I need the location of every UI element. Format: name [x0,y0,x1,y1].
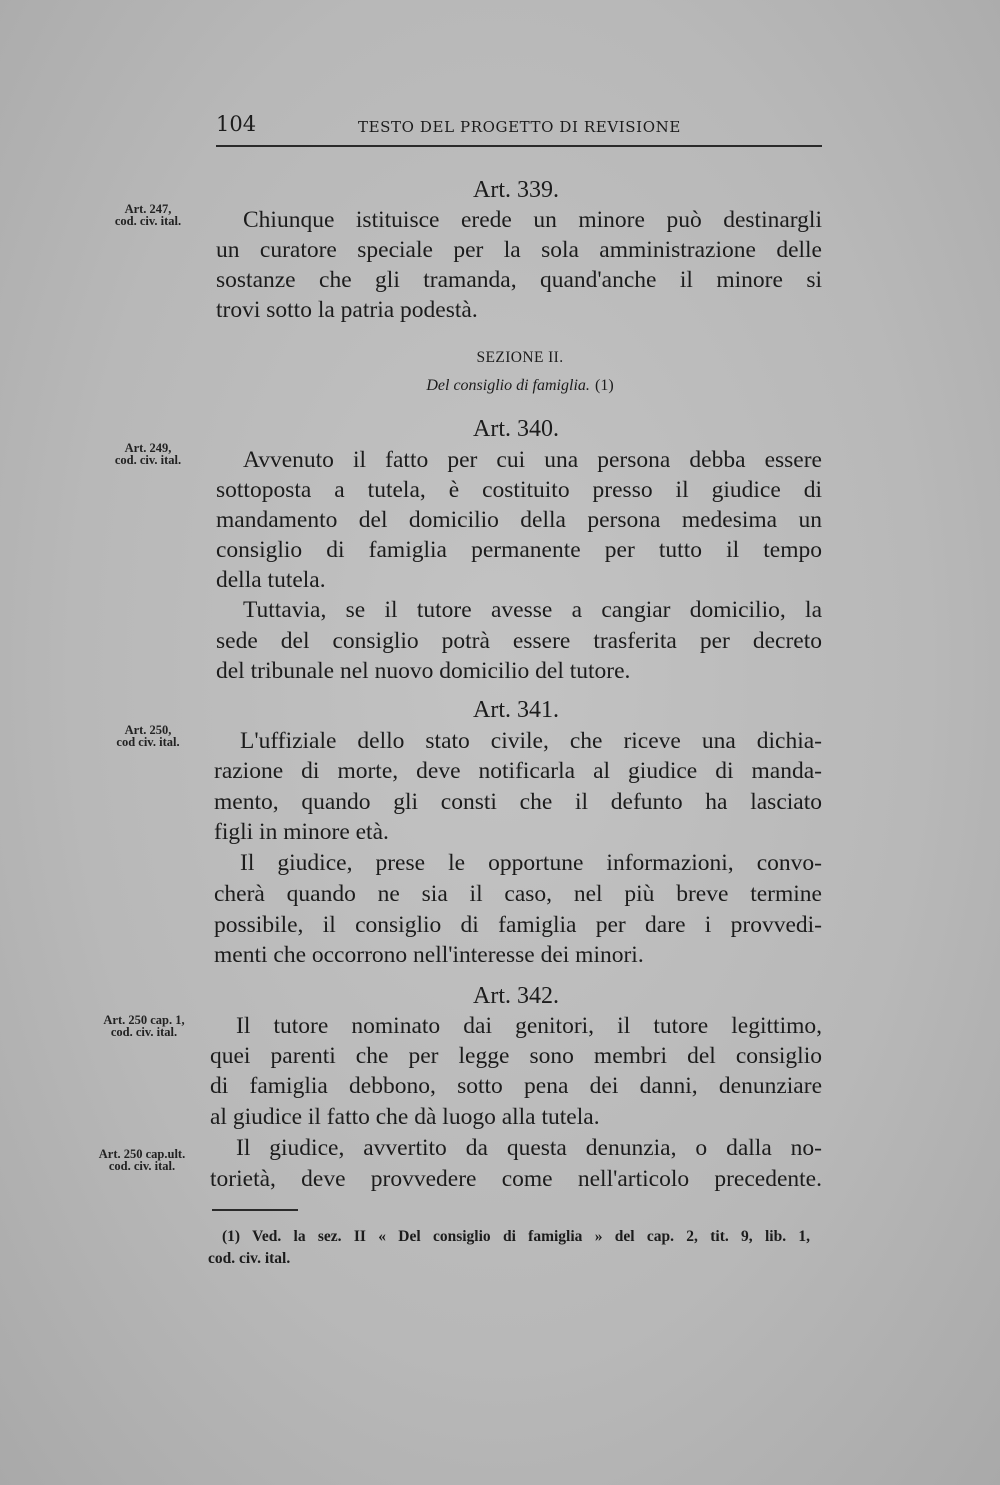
margin-note-line: Art. 247, [124,202,172,216]
margin-note-line: cod. civ. ital. [114,214,182,228]
article-342-line: Il tutore nominato dai genitori, il tutore legittimo, [236,1013,822,1039]
footnote-rule [212,1209,298,1211]
article-341-line: menti che occorrono nell'interesse dei minori. [214,942,644,968]
article-340-line: mandamento del domicilio della persona medesima un [216,507,822,533]
article-title-342: Art. 342. [473,983,559,1009]
margin-note-line: Art. 250 cap. 1, [103,1013,185,1027]
page-number: 104 [216,112,257,136]
article-339-line: Chiunque istituisce erede un minore può destinargli [243,207,822,233]
section-label: SEZIONE II. [476,349,564,366]
footnote-reference: (1) [594,377,614,394]
article-342-line: Il giudice, avvertito da questa denunzia, o dalla no- [236,1135,822,1161]
section-subtitle: Del consiglio di famiglia. [426,377,590,394]
margin-note-line: Art. 250 cap.ult. [98,1147,186,1161]
article-340-line: Avvenuto il fatto per cui una persona debba essere [243,447,822,473]
margin-note-line: cod. civ. ital. [114,453,182,467]
article-340-line: consiglio di famiglia permanente per tutto il tempo [216,537,822,563]
article-title-339: Art. 339. [473,177,559,203]
article-342-line: di famiglia debbono, sotto pena dei danni, denunziare [210,1073,822,1099]
article-title-340: Art. 340. [473,416,559,442]
footnote-line: (1) Ved. la sez. II « Del consiglio di famiglia » del cap. 2, tit. 9, lib. 1, [222,1228,810,1245]
article-339-line: un curatore speciale per la sola amministrazione delle [216,237,822,263]
margin-note-art340 [88,442,208,466]
article-341-line: cherà quando ne sia il caso, nel più breve termine [214,881,822,907]
article-339-line: sostanze che gli tramanda, quand'anche il minore si [216,267,822,293]
article-340-line: sottoposta a tutela, è costituito presso il giudice di [216,477,822,503]
margin-note-line: Art. 250, [124,723,172,737]
article-339-line: trovi sotto la patria podestà. [216,297,478,323]
header-rule [216,145,822,147]
article-341-line: razione di morte, deve notificarla al giudice di manda- [214,758,822,784]
article-340-line: Tuttavia, se il tutore avesse a cangiar domicilio, la [243,597,822,623]
margin-note-art341 [88,724,208,748]
margin-note-line: Art. 249, [124,441,172,455]
article-341-line: figli in minore età. [214,819,389,845]
article-341-line: L'uffiziale dello stato civile, che riceve una dichia- [240,728,822,754]
margin-note-line: cod. civ. ital. [110,1025,178,1039]
page-header [216,112,822,142]
section-subtitle-row [320,375,720,395]
article-340-line: della tutela. [216,567,326,593]
article-340-line: del tribunale nel nuovo domicilio del tutore. [216,658,631,684]
article-341-line: mento, quando gli consti che il defunto ha lasciato [214,789,822,815]
margin-note-art342 [84,1014,204,1038]
margin-note-art339 [88,203,208,227]
margin-note-art342-cap [82,1148,202,1172]
running-title: TESTO DEL PROGETTO DI REVISIONE [358,118,681,136]
margin-note-line: cod civ. ital. [116,735,180,749]
article-title-341: Art. 341. [473,697,559,723]
footnote-line: cod. civ. ital. [208,1250,291,1267]
article-342-line: quei parenti che per legge sono membri del consiglio [210,1043,822,1069]
article-341-line: possibile, il consiglio di famiglia per dare i provvedi- [214,912,822,938]
margin-note-line: cod. civ. ital. [108,1159,176,1173]
article-342-line: al giudice il fatto che dà luogo alla tutela. [210,1104,600,1130]
article-341-line: Il giudice, prese le opportune informazioni, convo- [240,850,822,876]
article-340-line: sede del consiglio potrà essere trasferita per decreto [216,628,822,654]
article-342-line: torietà, deve provvedere come nell'articolo precedente. [210,1166,822,1192]
